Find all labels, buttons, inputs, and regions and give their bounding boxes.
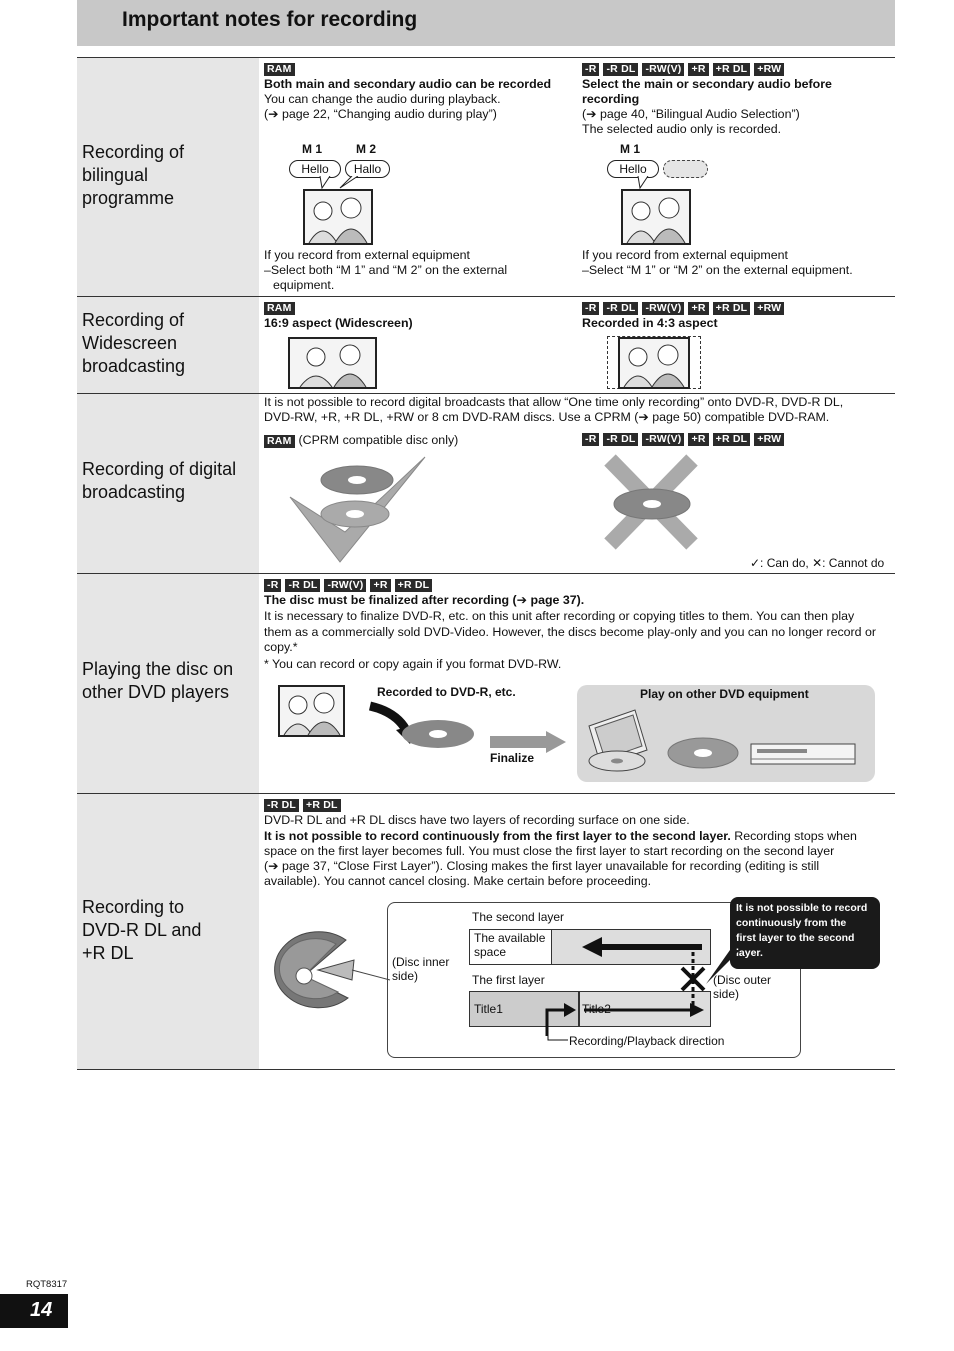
tv-people-icon (290, 339, 375, 387)
row-label-dual: Recording to DVD-R DL and +R DL (82, 897, 202, 963)
playing-text: It is necessary to finalize DVD-R, etc. on this unit after recording or copying titles to them. You can then play them as a commercially sold DVD-Video. However, the discs become play-only and you can no longer record or copy.* (264, 609, 877, 654)
disc-tag: -R DL (603, 433, 638, 446)
disc-icon (668, 738, 738, 768)
title2-label: Title2 (582, 1002, 611, 1016)
disc-tag: RAM (264, 63, 295, 76)
dual-warning-line: It is not possible to record continuously from the first layer to the second layer. Recording stops when (264, 829, 857, 843)
dvd-player-icon (751, 744, 855, 764)
tv-illustration-people (303, 189, 373, 245)
playing-heading: The disc must be finalized after recording (➔ page 37). (264, 593, 585, 607)
second-layer-label: The second layer (472, 910, 565, 924)
bubble-tails (300, 176, 370, 190)
title1-label: Title1 (474, 1002, 503, 1016)
layer-divider (551, 930, 552, 964)
page-number: 14 (30, 1299, 53, 1321)
tv-people-icon (305, 191, 371, 243)
recorded-label: Recorded to DVD-R, etc. (377, 685, 516, 699)
tv-43-illustration (618, 337, 690, 389)
callout-pointer (700, 950, 740, 990)
row-label-widescreen: Recording of Widescreen broadcasting (82, 310, 186, 376)
disc-tag: +R DL (713, 302, 751, 315)
row-divider (77, 393, 895, 394)
available-space-label: The available space (474, 931, 546, 959)
row-divider (77, 793, 895, 794)
disc-tag: -RW(V) (642, 433, 684, 446)
disc-tags-r-family (264, 579, 436, 592)
model-code: RQT8317 (26, 1279, 68, 1290)
checkmark-disc-icon (285, 452, 430, 564)
tv-people-icon (280, 687, 343, 735)
record-arrow-disc-icon (366, 700, 481, 755)
row-label-digital: Recording of digital broadcasting (82, 459, 237, 502)
disc-tag: +R DL (303, 799, 341, 812)
disc-tag: +RW (754, 302, 784, 315)
widescreen-right-heading: Recorded in 4:3 aspect (582, 316, 718, 330)
disc-tags-r-family (582, 63, 788, 76)
disc-tag: RAM (264, 302, 295, 315)
bilingual-right-text: (➔ page 40, “Bilingual Audio Selection”) The selected audio only is recorded. (582, 107, 800, 136)
can-do-legend: ✓: Can do, ✕: Cannot do (750, 556, 885, 570)
disc-tag: +R DL (395, 579, 433, 592)
disc-tag: RAM (264, 435, 295, 448)
first-layer-label: The first layer (472, 973, 545, 987)
row-divider (77, 1069, 895, 1070)
disc-tag: +RW (754, 433, 784, 446)
tv-people-icon (623, 191, 689, 243)
play-other-label: Play on other DVD equipment (640, 687, 809, 701)
digital-intro: It is not possible to record digital broadcasts that allow “One time only recording” onto DVD-R, DVD-R DL, DVD-RW, +R, +R DL, +RW or 8 cm DVD-RAM discs. Use a CPRM (➔ page 50) compatible DVD-RAM. (264, 395, 844, 424)
disc-tag: -R DL (285, 579, 320, 592)
bilingual-right-ext-note: –Select “M 1” or “M 2” on the external equipment. (582, 263, 853, 277)
row-divider (77, 296, 895, 297)
direction-leader-line (546, 1024, 572, 1044)
disc-tag: +R (688, 302, 708, 315)
disc-outer-label: (Disc outer side) (713, 973, 772, 1001)
disc-tag: -R DL (603, 63, 638, 76)
disc-tags-r-family (582, 433, 788, 446)
bilingual-right-ext: If you record from external equipment (582, 248, 788, 262)
disc-tag: -R DL (603, 302, 638, 315)
bilingual-left-ext: If you record from external equipment (264, 248, 470, 262)
m2-label: M 2 (356, 142, 377, 156)
disc-tag: -R (264, 579, 281, 592)
dvd-devices-illustration (585, 706, 865, 776)
m1-label: M 1 (302, 142, 323, 156)
disc-tag: +R (688, 63, 708, 76)
disc-tag: -RW(V) (642, 302, 684, 315)
speech-bubble-hello-right: Hello (607, 160, 659, 178)
tv-widescreen-illustration (288, 337, 377, 389)
direction-label: Recording/Playback direction (569, 1034, 725, 1048)
bilingual-left-heading: Both main and secondary audio can be recorded (264, 77, 552, 91)
disc-inner-label: (Disc inner side) (392, 955, 450, 983)
disc-tag: -R (582, 433, 599, 446)
tv-people-icon (620, 339, 688, 387)
disc-tag: -RW(V) (642, 63, 684, 76)
playing-footnote: * You can record or copy again if you format DVD-RW. (264, 657, 562, 671)
widescreen-left-heading: 16:9 aspect (Widescreen) (264, 316, 413, 330)
disc-tag: -RW(V) (324, 579, 366, 592)
speech-bubble-hello: Hello (289, 160, 341, 178)
cross-disc-icon (600, 452, 705, 552)
disc-tag: +RW (754, 63, 784, 76)
bubble-tails-right (618, 176, 688, 190)
speech-bubble-hallo: Hallo (345, 160, 390, 178)
warning-callout: It is not possible to record continuously from the first layer to the second layer. (730, 897, 880, 969)
portable-dvd-player-icon (589, 710, 647, 771)
disc-tags-ram (264, 302, 299, 315)
m1-label-right: M 1 (620, 142, 641, 156)
disc-tag: +R (688, 433, 708, 446)
disc-tag: +R (370, 579, 390, 592)
bilingual-left-text: You can change the audio during playback. (➔ page 22, “Changing audio during play”) (264, 92, 501, 121)
row-label-playing: Playing the disc on other DVD players (82, 659, 234, 702)
disc-tag: -R (582, 63, 599, 76)
bilingual-right-heading: Select the main or secondary audio before recording (582, 77, 832, 106)
disc-tags-r-family (582, 302, 788, 315)
tv-illustration-people-right (621, 189, 691, 245)
disc-tags-dual (264, 799, 345, 812)
tv-illustration-recorded (278, 685, 345, 737)
disc-tag: -R DL (264, 799, 299, 812)
disc-tag: -R (582, 302, 599, 315)
dual-text: space on the first layer becomes full. You must close the first layer to start recording on the second layer (➔ page 37, “Close First Layer”). Closing makes the first layer unavailable for recording (editing is still available). You cannot cancel closing. Make certain before proceeding. (264, 844, 835, 888)
bilingual-left-ext-note: –Select both “M 1” and “M 2” on the external equipment. (264, 263, 508, 292)
finalize-label: Finalize (490, 751, 535, 765)
dual-line1: DVD-R DL and +R DL discs have two layers of recording surface on one side. (264, 813, 690, 827)
page-title: Important notes for recording (122, 8, 418, 31)
cprm-note: (CPRM compatible disc only) (298, 433, 459, 447)
disc-tag: +R DL (713, 433, 751, 446)
dual-layer-disc-icon (264, 930, 394, 1020)
row-label-bilingual: Recording of bilingual programme (82, 142, 185, 208)
row-divider (77, 57, 895, 58)
row-divider (77, 573, 895, 574)
disc-tags-ram (264, 63, 299, 76)
disc-tag: +R DL (713, 63, 751, 76)
digital-left-caption (264, 433, 458, 448)
